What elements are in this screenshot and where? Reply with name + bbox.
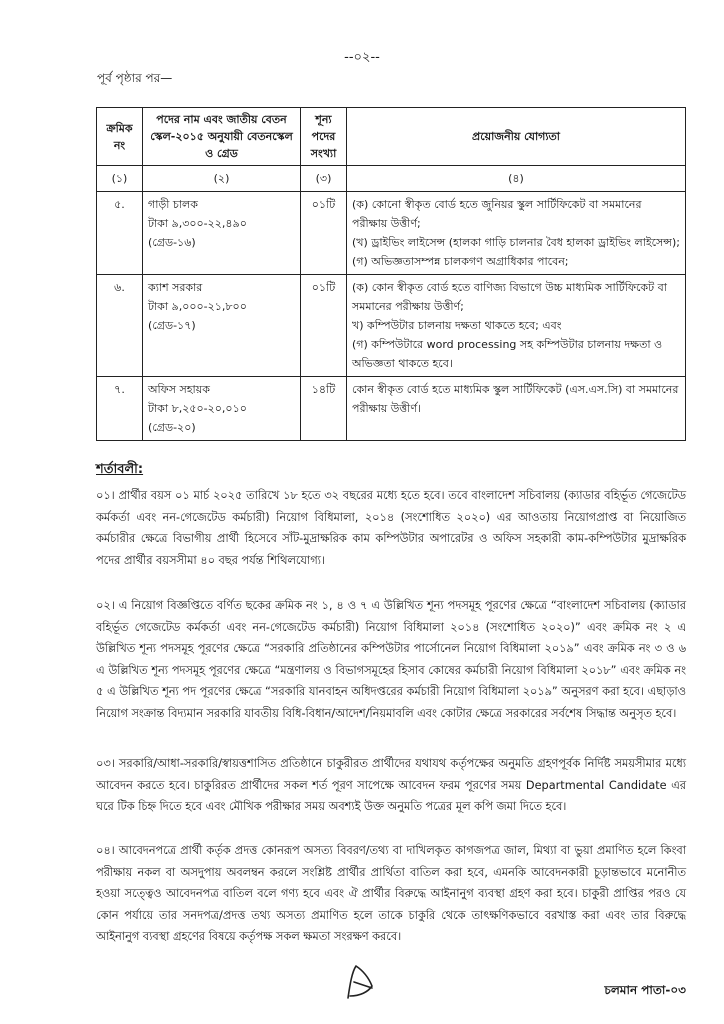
post-pay-scale: টাকা ৮,২৫০-২০,০১০ [148,402,247,415]
header-post-name: পদের নাম এবং জাতীয় বেতন স্কেল-২০১৫ অনুযায়ী বেতনস্কেল ও গ্রেড [143,108,301,166]
vacancy-table [96,107,686,441]
qualification-item: (ক) কোন স্বীকৃত বোর্ড হতে বাণিজ্য বিভাগে উচ্চ মাধ্যমিক সার্টিফিকেট বা সমমানের পরীক্ষায় উত্তীর্ণ; [352,281,667,313]
row-post [143,192,301,275]
column-number: (৩) [301,166,347,192]
qualification-item: (গ) অভিজ্ঞতাসম্পন্ন চালকগণ অগ্রাধিকার পাবেন; [352,255,569,268]
column-number: (২) [143,166,301,192]
row-serial: ৭. [97,377,143,441]
post-pay-scale: টাকা ৯,০০০-২১,৮০০ [148,300,247,313]
row-vacancy: ১৪টি [301,377,347,441]
post-grade: (গ্রেড-১৬) [148,236,196,249]
signature-mark [342,962,378,1002]
previous-page-note: পূর্ব পৃষ্ঠার পর— [97,71,173,85]
row-qualification [347,192,686,275]
table-header-row [97,108,686,166]
header-serial: ক্রমিক নং [97,108,143,166]
column-number-row [97,166,686,192]
row-serial: ৫. [97,192,143,275]
post-title: অফিস সহায়ক [148,383,210,396]
header-vacancy: শূন্য পদের সংখ্যা [301,108,347,166]
post-title: গাড়ী চালক [148,198,198,211]
continued-page-note: চলমান পাতা-০৩ [604,983,686,997]
table-row [97,192,686,275]
qualification-item: কোন স্বীকৃত বোর্ড হতে মাধ্যমিক স্কুল সার্টিফিকেট (এস.এস.সি) বা সমমানের পরীক্ষায় উত্তীর্ণ। [352,383,679,415]
term-paragraph: ০২। এ নিয়োগ বিজ্ঞপ্তিতে বর্ণিত ছকের ক্রমিক নং ১, ৪ ও ৭ এ উল্লিখিত শূন্য পদসমূহ পূরণের ক্ষেত্রে “বাংলাদেশ সচিবালয় (ক্যাডার বহির্ভূত গেজেটেড কর্মকর্তা এবং নন-গেজেটেড কর্মচারী) নিয়োগ বিধিমালা ২০১৪ (সংশোধিত ২০২০)” এবং ক্রমিক নং ২ এ উল্লিখিত শূন্য পদসমূহ পূরণের ক্ষেত্রে “সরকারি প্রতিষ্ঠানের কম্পিউটার পার্সোনেল নিয়োগ বিধিমালা ২০১৯” এবং ক্রমিক নং ৩ ও ৬ এ উল্লিখিত শূন্য পদসমূহ পূরণের ক্ষেত্রে “মন্ত্রণালয় ও বিভাগসমূহের হিসাব কোষের কর্মচারী নিয়োগ বিধিমালা ২০১৮” এবং ক্রমিক নং ৫ এ উল্লিখিত শূন্য পদ পূরণের ক্ষেত্রে “সরকারি যানবাহন অধিদপ্তরের কর্মচারী নিয়োগ বিধিমালা ২০১৯” অনুসরণ করা হবে। এছাড়াও নিয়োগ সংক্রান্ত বিদ্যমান সরকারি যাবতীয় বিধি-বিধান/আদেশ/নিয়মাবলি এবং কোটার ক্ষেত্রে সরকারের সর্বশেষ সিদ্ধান্ত অনুসৃত হবে। [96,599,686,720]
row-vacancy: ০১টি [301,192,347,275]
row-qualification [347,377,686,441]
row-post [143,377,301,441]
row-vacancy: ০১টি [301,275,347,377]
page-number: --০২-- [344,50,380,65]
table-row [97,275,686,377]
post-grade: (গ্রেড-২০) [148,421,196,434]
header-qualification: প্রয়োজনীয় যোগ্যতা [347,108,686,166]
table-row [97,377,686,441]
qualification-item: (ক) কোনো স্বীকৃত বোর্ড হতে জুনিয়র স্কুল সার্টিফিকেট বা সমমানের পরীক্ষায় উত্তীর্ণ; [352,198,642,230]
term-paragraph: ০৩। সরকারি/আধা-সরকারি/স্বায়ত্তশাসিত প্রতিষ্ঠানে চাকুরীরত প্রার্থীদের যথাযথ কর্তৃপক্ষের অনুমতি গ্রহণপূর্বক নির্দিষ্ট সময়সীমার মধ্যে আবেদন করতে হবে। চাকুরিরত প্রার্থীদের সকল শর্ত পূরণ সাপেক্ষে আবেদন ফরম পূরণের সময় Departmental Candidate এর ঘরে টিক চিহ্ন দিতে হবে এবং মৌখিক পরীক্ষার সময় অবশ্যই উক্ত অনুমতি পত্রের মূল কপি জমা দিতে হবে। [96,757,686,813]
row-qualification [347,275,686,377]
column-number: (৪) [347,166,686,192]
qualification-item: (খ) ড্রাইভিং লাইসেন্স (হালকা গাড়ি চালনার বৈধ হালকা ড্রাইভিং লাইসেন্স); [352,236,680,249]
post-pay-scale: টাকা ৯,৩০০-২২,৪৯০ [148,217,247,230]
qualification-item: (গ) কম্পিউটারে word processing সহ কম্পিউটার চালনায় দক্ষতা ও অভিজ্ঞতা থাকতে হবে। [352,338,663,370]
term-paragraph: ০১। প্রার্থীর বয়স ০১ মার্চ ২০২৫ তারিখে ১৮ হতে ৩২ বছরের মধ্যে হতে হবে। তবে বাংলাদেশ সচিবালয় (ক্যাডার বহির্ভূত গেজেটেড কর্মকর্তা এবং নন-গেজেটেড কর্মচারী) নিয়োগ বিধিমালা, ২০১৪ (সংশোধিত ২০২০) এর আওতায় নিয়োগপ্রাপ্ত বা নিয়োজিত কর্মচারীর ক্ষেত্রে বিভাগীয় প্রার্থী হিসেবে সাঁট-মুদ্রাক্ষরিক কাম কম্পিউটার অপারেটর ও অফিস সহকারী কাম-কম্পিউটার মুদ্রাক্ষরিক পদের প্রার্থীর বয়সসীমা ৪০ বছর পর্যন্ত শিথিলযোগ্য। [96,489,686,567]
row-post [143,275,301,377]
post-title: ক্যাশ সরকার [148,281,203,294]
row-serial: ৬. [97,275,143,377]
qualification-item: খ) কম্পিউটার চালনায় দক্ষতা থাকতে হবে; এবং [352,319,562,332]
term-paragraph: ০৪। আবেদনপত্রে প্রার্থী কর্তৃক প্রদত্ত কোনরূপ অসত্য বিবরণ/তথ্য বা দাখিলকৃত কাগজপত্র জাল, মিথ্যা বা ভুয়া প্রমাণিত হলে কিংবা পরীক্ষায় নকল বা অসদুপায় অবলম্বন করলে সংশ্লিষ্ট প্রার্থীর প্রার্থিতা বাতিল করা হবে, এমনকি আবেদনকারী চূড়ান্তভাবে মনোনীত হওয়া সত্ত্বেও আবেদনপত্র বাতিল বলে গণ্য হবে এবং ঐ প্রার্থীর বিরুদ্ধে আইনানুগ ব্যবস্থা গ্রহণ করা হবে। চাকুরী প্রাপ্তির পরও যে কোন পর্যায়ে তার সনদপত্র/প্রদত্ত তথ্য অসত্য প্রমাণিত হলে তাকে চাকুরি থেকে তাৎক্ষণিকভাবে বরখাস্ত করা এবং তার বিরুদ্ধে আইনানুগ ব্যবস্থা গ্রহণের বিষয়ে কর্তৃপক্ষ সকল ক্ষমতা সংরক্ষণ করবে। [96,844,686,943]
terms-heading: শর্তাবলী: [96,462,144,477]
column-number: (১) [97,166,143,192]
post-grade: (গ্রেড-১৭) [148,319,196,332]
